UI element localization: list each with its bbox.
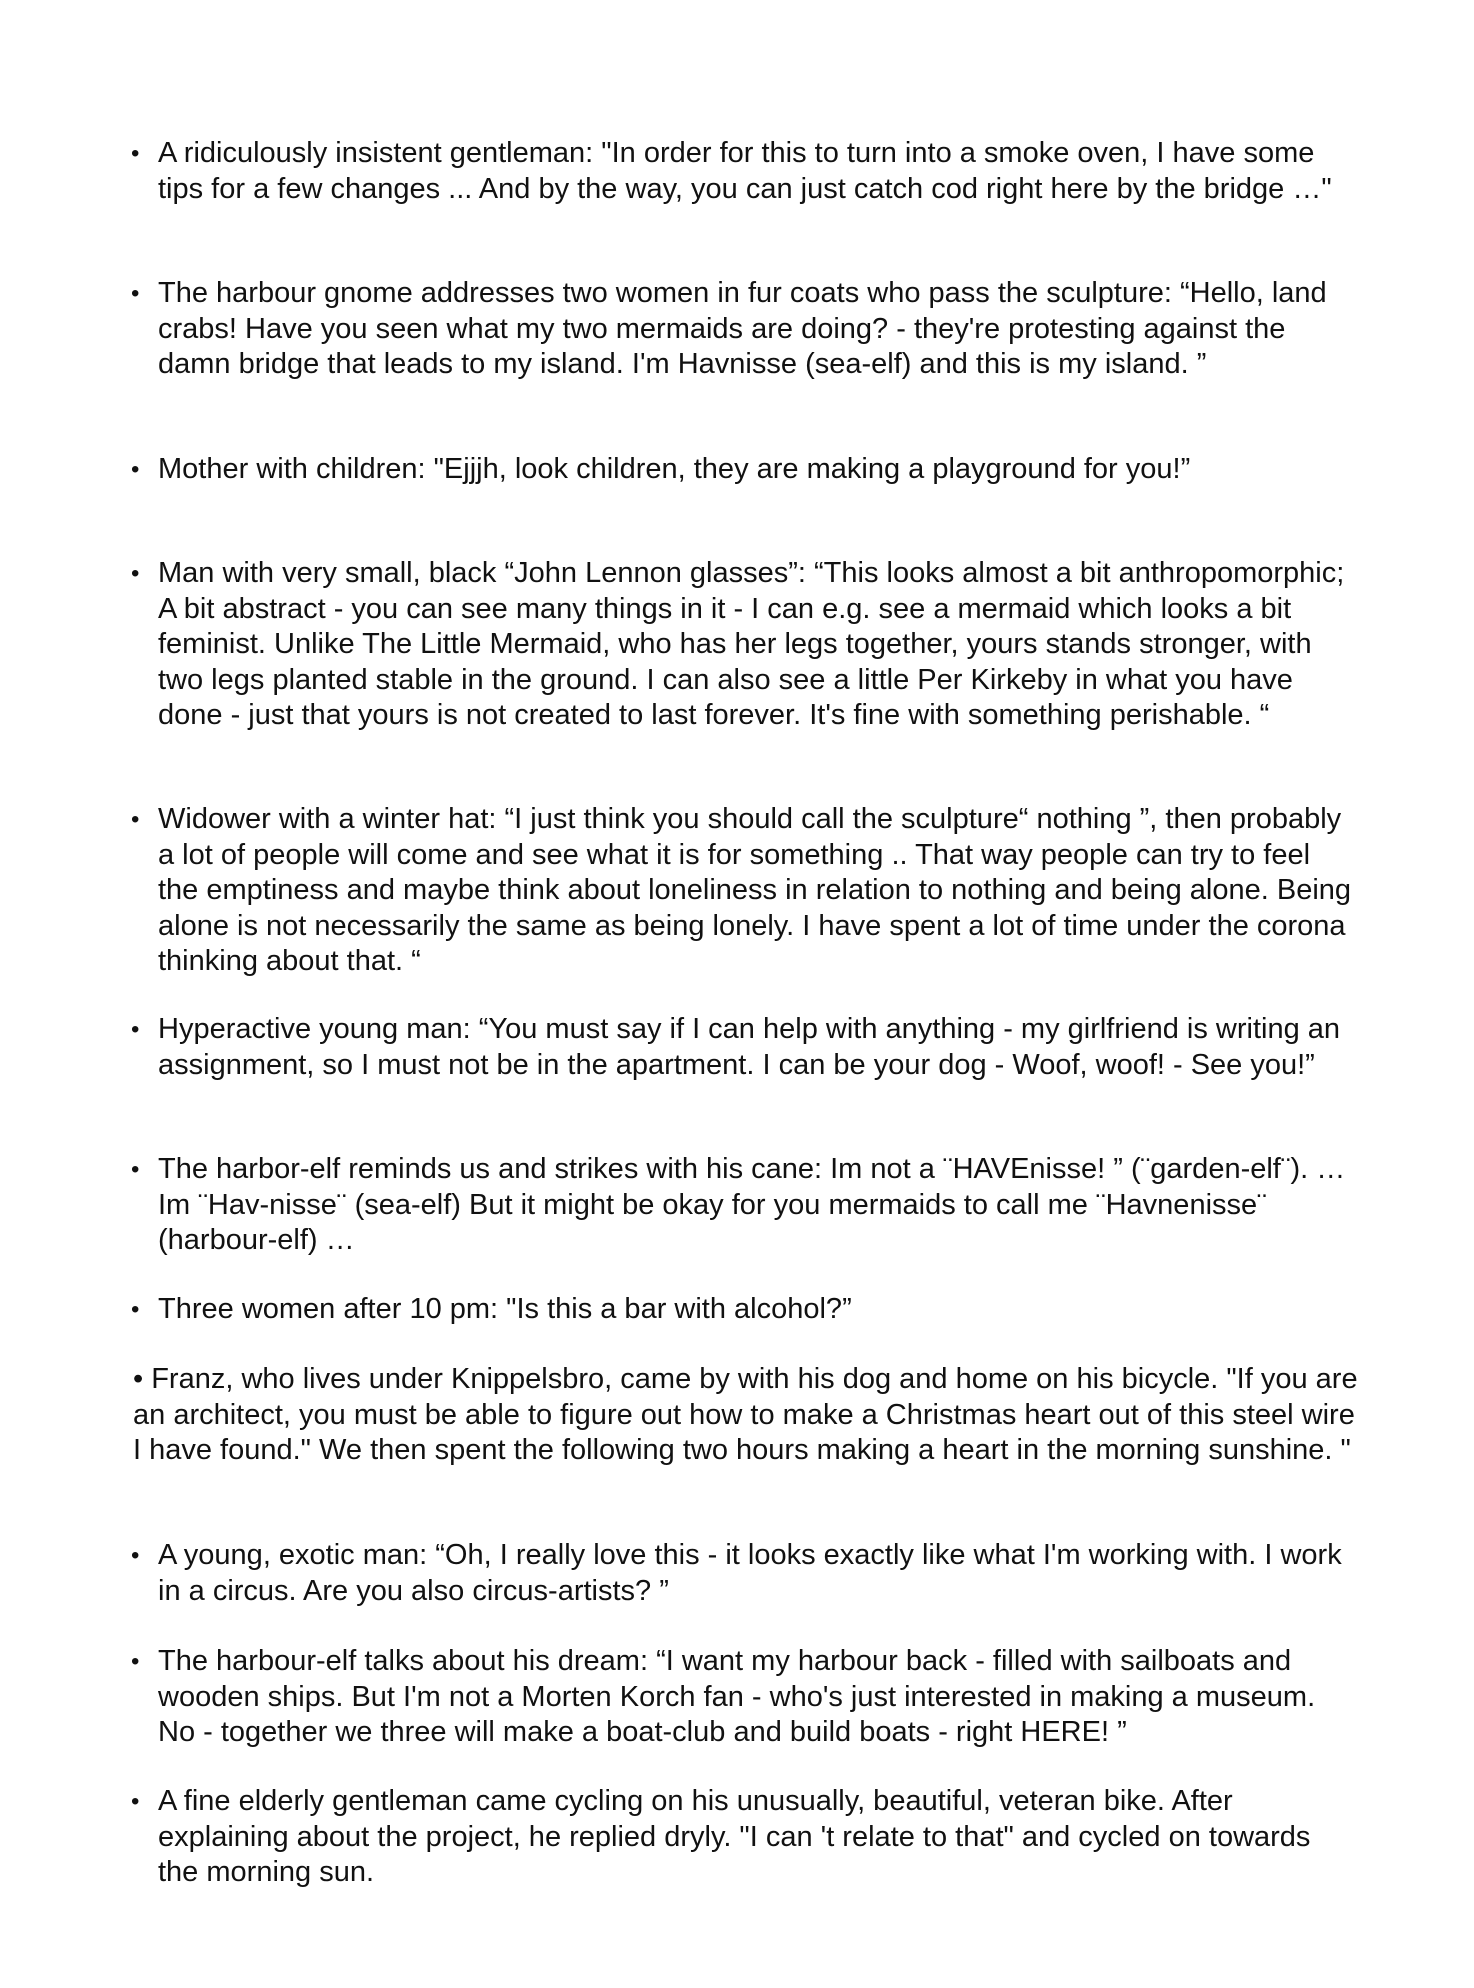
quote-text: A young, exotic man: “Oh, I really love this - it looks exactly like what I'm working with. I work in a circus. Are you also circus-artists? ”	[158, 1539, 1342, 1607]
quote-entry	[131, 1292, 1358, 1328]
bullet-marker: •	[131, 806, 140, 833]
quote-entry	[131, 556, 1358, 734]
bullet-marker: •	[131, 560, 140, 587]
quote-entry	[131, 1538, 1358, 1609]
quote-entry	[131, 1784, 1358, 1891]
quote-text: • Franz, who lives under Knippelsbro, came by with his dog and home on his bicycle. "If you are an architect, you must be able to figure out how to make a Christmas heart out of this steel wire I have found." We then spent the following two hours making a heart in the morning sunshine. "	[133, 1363, 1358, 1466]
quote-text: Widower with a winter hat: “I just think you should call the sculpture“ nothing ”, then probably a lot of people will come and see what it is for something .. That way people can try to feel the emptiness and maybe think about loneliness in relation to nothing and being alone. Being alone is not necessarily the same as being lonely. I have spent a lot of time under the corona thinking about that. “	[158, 803, 1352, 977]
quote-text: The harbour gnome addresses two women in fur coats who pass the sculpture: “Hello, land crabs! Have you seen what my two mermaids are doing? - they're protesting against the damn bridge that leads to my island. I'm Havnisse (sea-elf) and this is my island. ”	[158, 277, 1327, 380]
bullet-marker: •	[131, 140, 140, 167]
quote-entry	[131, 802, 1358, 980]
quote-entry	[131, 1644, 1358, 1751]
bullet-marker: •	[131, 1788, 140, 1815]
bullet-marker: •	[131, 1648, 140, 1675]
quote-text: The harbour-elf talks about his dream: “I want my harbour back - filled with sailboats and wooden ships. But I'm not a Morten Korch fan - who's just interested in making a museum. No - together we three will make a boat-club and build boats - right HERE! ”	[158, 1645, 1316, 1748]
quote-text: A ridiculously insistent gentleman: "In order for this to turn into a smoke oven, I have some tips for a few changes ... And by the way, you can just catch cod right here by the bridge …"	[158, 137, 1332, 205]
quote-text: Three women after 10 pm: "Is this a bar with alcohol?”	[158, 1293, 852, 1325]
quote-text: A fine elderly gentleman came cycling on his unusually, beautiful, veteran bike. After explaining about the project, he replied dryly. "I can 't relate to that" and cycled on towards the morning sun.	[158, 1785, 1311, 1888]
quote-entry	[131, 452, 1358, 488]
quote-text: Man with very small, black “John Lennon glasses”: “This looks almost a bit anthropomorphic; A bit abstract - you can see many things in it - I can e.g. see a mermaid which looks a bit feminist. Unlike The Little Mermaid, who has her legs together, yours stands stronger, with two legs planted stable in the ground. I can also see a little Per Kirkeby in what you have done - just that yours is not created to last forever. It's fine with something perishable. “	[158, 557, 1345, 731]
bullet-marker: •	[131, 1016, 140, 1043]
quote-entry	[131, 1012, 1358, 1083]
bullet-marker: •	[131, 1156, 140, 1183]
quote-text: Hyperactive young man: “You must say if I can help with anything - my girlfriend is writing an assignment, so I must not be in the apartment. I can be your dog - Woof, woof! - See you!”	[158, 1013, 1341, 1081]
quote-entry	[131, 136, 1358, 207]
bullet-marker: •	[131, 456, 140, 483]
quote-entry	[131, 1152, 1358, 1259]
quote-entry	[131, 276, 1358, 383]
bullet-marker: •	[131, 1296, 140, 1323]
quote-entry	[133, 1362, 1358, 1469]
bullet-marker: •	[131, 280, 140, 307]
bullet-marker: •	[131, 1542, 140, 1569]
quote-text: The harbor-elf reminds us and strikes with his cane: Im not a ¨HAVEnisse! ” (¨garden-elf¨). … Im ¨Hav-nisse¨ (sea-elf) But it might be okay for you mermaids to call me ¨Havnenisse¨ (harbour-elf) …	[158, 1153, 1346, 1256]
quote-text: Mother with children: "Ejjjh, look children, they are making a playground for you!”	[158, 453, 1191, 485]
